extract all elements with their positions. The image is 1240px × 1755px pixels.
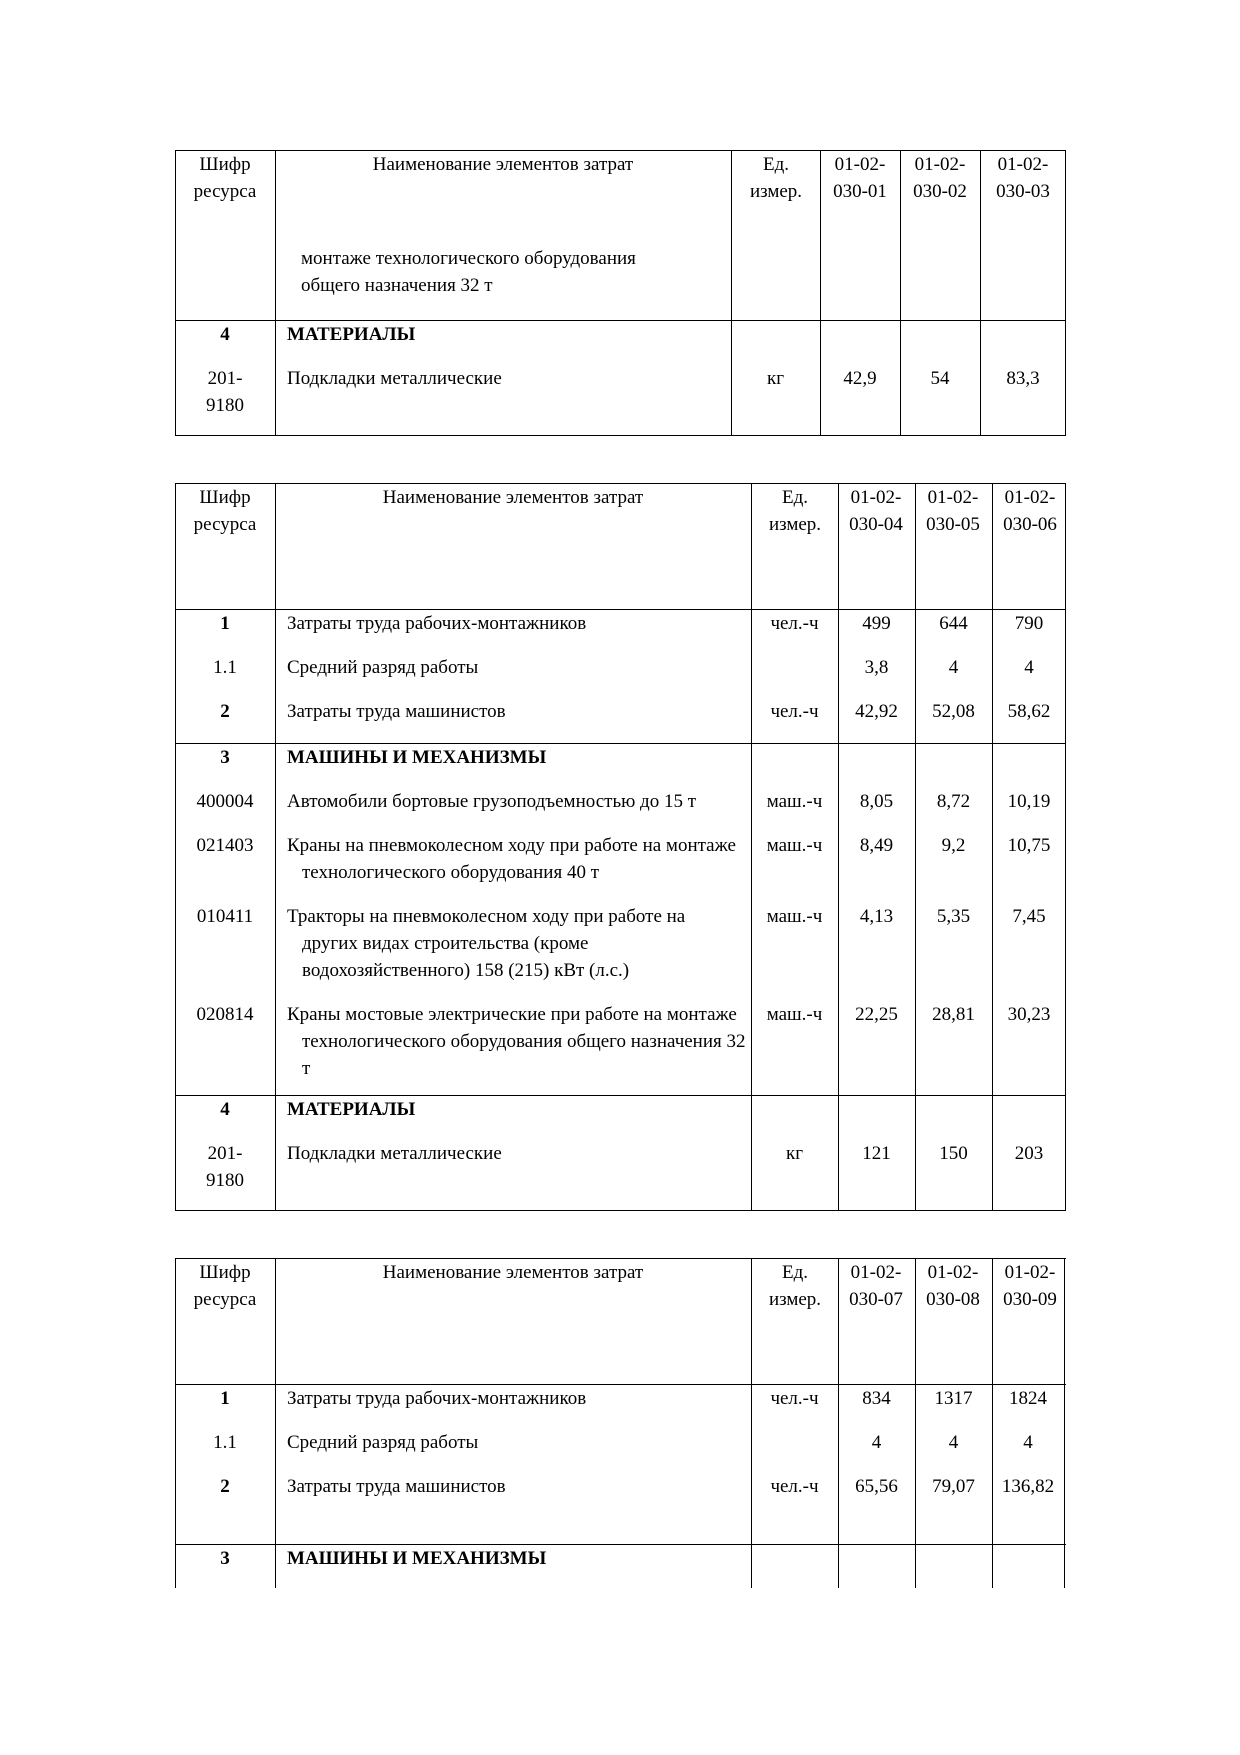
col-header-8: 01-02-030-08 [926,1262,980,1310]
header-code: Шифр ресурса [193,487,257,535]
labor-code: 1.1 [213,657,237,678]
machine-code: 020814 [196,1004,254,1025]
machine-unit: маш.-ч [766,835,823,856]
machines-section-title: МАШИНЫ И МЕХАНИЗМЫ [287,747,547,768]
row-value-3: 83,3 [1006,368,1040,389]
labor-value-3: 4 [1023,1432,1033,1453]
machine-value-2: 9,2 [941,835,966,856]
col-header-3: 01-02-030-03 [996,154,1050,202]
section-code: 4 [220,324,230,345]
labor-name: Затраты труда машинистов [287,701,506,722]
labor-value-1: 3,8 [864,657,889,678]
header-unit: Ед. измер. [768,1262,822,1310]
col-header-4: 01-02-030-04 [849,487,903,535]
rates-table-1 [175,150,1066,436]
machine-name: Автомобили бортовые грузоподъемностью до 15 т [287,791,697,812]
labor-value-1: 42,92 [855,701,898,722]
machine-value-2: 8,72 [936,791,971,812]
machine-value-1: 22,25 [855,1004,898,1025]
header-name: Наименование элементов затрат [372,154,634,175]
labor-code: 1 [220,1388,230,1409]
col-header-1: 01-02-030-01 [833,154,887,202]
labor-unit: чел.-ч [770,701,819,722]
machines-section-code: 3 [220,747,230,768]
machine-code: 400004 [196,791,254,812]
labor-unit: чел.-ч [770,613,819,634]
labor-value-2: 1317 [934,1388,973,1409]
labor-name: Затраты труда рабочих-монтажников [287,613,587,634]
labor-value-3: 4 [1024,657,1034,678]
machine-name: Тракторы на пневмоколесном ходу при работе на других видах строительства (кроме водохозяйственного) 158 (215) кВт (л.с.) [287,906,686,981]
machine-value-3: 7,45 [1012,906,1046,927]
col-header-2: 01-02-030-02 [913,154,967,202]
machine-value-2: 28,81 [932,1004,975,1025]
machine-unit: маш.-ч [766,906,823,927]
header-unit: Ед. измер. [749,154,803,202]
material-value-1: 121 [862,1143,891,1164]
material-value-2: 150 [939,1143,968,1164]
labor-value-3: 790 [1014,613,1044,634]
header-unit: Ед. измер. [768,487,822,535]
section-title: МАТЕРИАЛЫ [287,324,416,345]
materials-section-code: 4 [220,1099,230,1120]
material-name: Подкладки металлические [287,1143,502,1164]
labor-value-1: 65,56 [855,1476,898,1497]
labor-code: 2 [220,701,230,722]
machine-value-1: 8,49 [859,835,894,856]
rates-table-2 [175,483,1066,1211]
labor-value-3: 1824 [1009,1388,1047,1409]
labor-value-1: 4 [871,1432,882,1453]
row-code: 201-9180 [206,368,244,416]
machine-value-3: 10,19 [1007,791,1051,812]
col-header-6: 01-02-030-06 [1003,487,1057,535]
header-code: Шифр ресурса [193,1262,257,1310]
machine-value-1: 4,13 [859,906,894,927]
material-code: 201-9180 [206,1143,244,1191]
machine-unit: маш.-ч [766,1004,823,1025]
labor-unit: чел.-ч [770,1476,819,1497]
header-name: Наименование элементов затрат [382,1262,644,1283]
labor-code: 1 [220,613,230,634]
labor-unit: чел.-ч [770,1388,819,1409]
machines-section-code: 3 [220,1548,230,1569]
header-code: Шифр ресурса [193,154,257,202]
machine-name: Краны на пневмоколесном ходу при работе на монтаже технологического оборудования 40 т [287,835,736,883]
row-value-1: 42,9 [843,368,877,389]
labor-value-2: 644 [939,613,968,634]
labor-value-2: 4 [948,657,959,678]
header-name: Наименование элементов затрат [382,487,644,508]
col-header-7: 01-02-030-07 [849,1262,903,1310]
materials-section-title: МАТЕРИАЛЫ [287,1099,416,1120]
machine-code: 010411 [196,906,254,927]
material-value-3: 203 [1014,1143,1044,1164]
labor-value-2: 79,07 [932,1476,975,1497]
material-unit: кг [785,1143,804,1164]
carryover-text: монтаже технологического оборудования общего назначения 32 т [301,248,636,296]
labor-code: 1.1 [213,1432,237,1453]
row-unit: кг [766,368,785,389]
labor-name: Средний разряд работы [287,1432,479,1453]
labor-value-1: 499 [862,613,891,634]
labor-value-2: 52,08 [932,701,975,722]
col-header-5: 01-02-030-05 [926,487,980,535]
labor-value-3: 58,62 [1007,701,1051,722]
labor-value-2: 4 [948,1432,959,1453]
row-value-2: 54 [930,368,950,389]
labor-name: Затраты труда машинистов [287,1476,506,1497]
machine-unit: маш.-ч [766,791,823,812]
labor-value-3: 136,82 [1001,1476,1055,1497]
machine-value-3: 10,75 [1007,835,1051,856]
labor-name: Затраты труда рабочих-монтажников [287,1388,587,1409]
rates-table-3 [175,1258,1066,1588]
machine-name: Краны мостовые электрические при работе на монтаже технологического оборудования общего назначения 32 т [287,1004,746,1079]
labor-value-1: 834 [862,1388,891,1409]
labor-code: 2 [220,1476,230,1497]
machine-value-1: 8,05 [859,791,894,812]
machines-section-title: МАШИНЫ И МЕХАНИЗМЫ [287,1548,547,1569]
row-name: Подкладки металлические [287,368,502,389]
labor-name: Средний разряд работы [287,657,479,678]
machine-code: 021403 [196,835,254,856]
col-header-9: 01-02-030-09 [1003,1262,1057,1310]
machine-value-2: 5,35 [936,906,971,927]
machine-value-3: 30,23 [1007,1004,1051,1025]
